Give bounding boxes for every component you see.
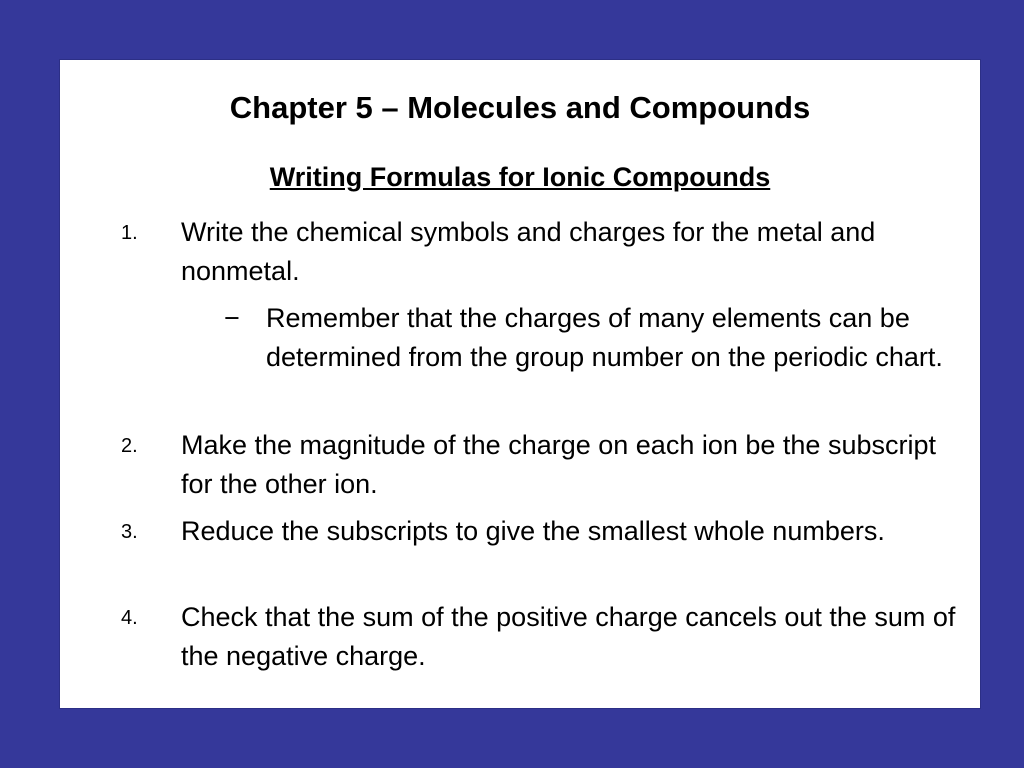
step-text: Check that the sum of the positive charge cancels out the sum of the negative charge.	[181, 602, 956, 671]
slide-title: Chapter 5 – Molecules and Compounds	[229, 90, 811, 125]
step-number: 1.	[121, 222, 138, 244]
sub-bullet-text: Remember that the charges of many elements can be determined from the group number on the periodic chart.	[266, 303, 943, 372]
step-text: Reduce the subscripts to give the smallest whole numbers.	[181, 516, 885, 546]
sub-bullet-dash: −	[224, 303, 240, 333]
step-text: Make the magnitude of the charge on each ion be the subscript for the other ion.	[181, 430, 936, 499]
step-number: 3.	[121, 521, 138, 543]
slide-subtitle: Writing Formulas for Ionic Compounds	[269, 162, 771, 192]
step-number: 2.	[121, 435, 138, 457]
step-number: 4.	[121, 607, 138, 629]
step-text: Write the chemical symbols and charges for the metal and nonmetal.	[181, 217, 876, 286]
